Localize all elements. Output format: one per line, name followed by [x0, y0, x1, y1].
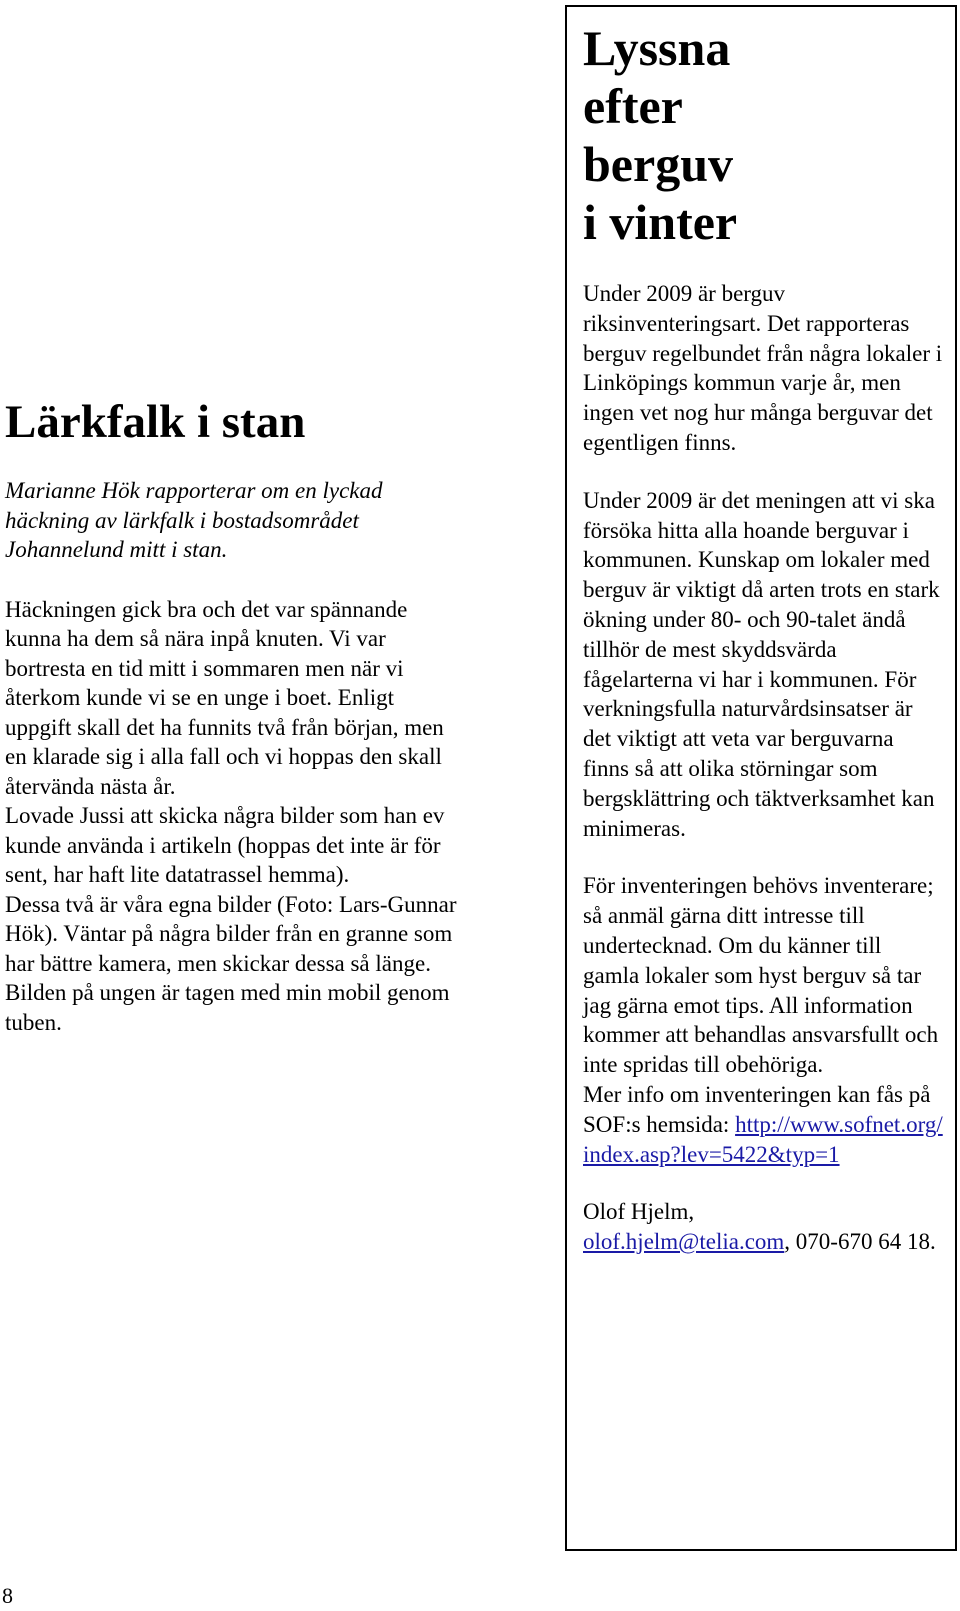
body-paragraph: Dessa två är våra egna bilder (Foto: Lars-Gunnar Hök). Väntar på några bilder från en granne som har bättre kamera, men skickar dessa så länge. Bilden på ungen är tagen med min mobil genom tuben.: [5, 891, 457, 1035]
box-title-line: i vinter: [583, 194, 738, 250]
left-article: [5, 392, 465, 1037]
berguv-box: [565, 5, 957, 1551]
article-title: Lärkfalk i stan: [5, 396, 306, 448]
box-paragraph-2: Under 2009 är det meningen att vi ska försöka hitta alla hoande berguvar i kommunen. Kunskap om lokaler med berguv är viktigt då arten trots en stark ökning under 80- och 90-talet ändå tillhör de mest skyddsvärda fågelarterna vi har i kommunen. För verkningsfulla naturvårdsinsatser är det viktigt att veta var berguvarna finns så att olika störningar som bergsklättring och täktverksamhet kan minimeras.: [583, 487, 940, 841]
article-body: [5, 595, 465, 1038]
box-title: [583, 19, 943, 251]
more-info-text: Mer info om inventeringen kan fås på SOF:s hemsida:: [583, 1081, 931, 1137]
body-paragraph: Lovade Jussi att skicka några bilder som han ev kunde använda i artikeln (hoppas det inte är för sent, har haft lite datatrassel hemma).: [5, 803, 445, 887]
more-info-paragraph: [583, 1080, 943, 1169]
box-title-line: efter: [583, 78, 683, 134]
box-paragraph-1: Under 2009 är berguv riksinventeringsart. Det rapporteras berguv regelbundet från några lokaler i Linköpings kommun varje år, men ingen vet nog hur många berguvar det egentligen finns.: [583, 281, 943, 455]
box-paragraph-3: För inventeringen behövs inventerare; så anmäl gärna ditt intresse till undertecknad. Om du känner till gamla lokaler som hyst berguv så tar jag gärna emot tips. All information kommer att behandlas ansvarsfullt och inte spridas till obehöriga.: [583, 873, 939, 1078]
page-number: 8: [2, 1583, 13, 1608]
body-paragraph: Häckningen gick bra och det var spännande kunna ha dem så nära inpå knuten. Vi var bortresta en tid mitt i sommaren men när vi återkom kunde vi se en unge i boet. Enligt uppgift skall det ha funnits två från början, men en klarade sig i alla fall och vi hoppas den skall återvända nästa år.: [5, 596, 444, 799]
box-title-line: Lyssna: [583, 20, 731, 76]
sof-link[interactable]: http://www.sofnet.org/index.asp?lev=5422&typ=1: [583, 1111, 943, 1167]
box-title-line: berguv: [583, 136, 733, 192]
signature: [583, 1197, 943, 1257]
email-link[interactable]: olof.hjelm@telia.com: [583, 1229, 785, 1255]
article-lead: Marianne Hök rapporterar om en lyckad häckning av lärkfalk i bostadsområdet Johannelund mitt i stan.: [5, 478, 383, 562]
signature-phone: , 070-670 64 18.: [784, 1229, 936, 1255]
signature-name: Olof Hjelm,: [583, 1199, 695, 1225]
